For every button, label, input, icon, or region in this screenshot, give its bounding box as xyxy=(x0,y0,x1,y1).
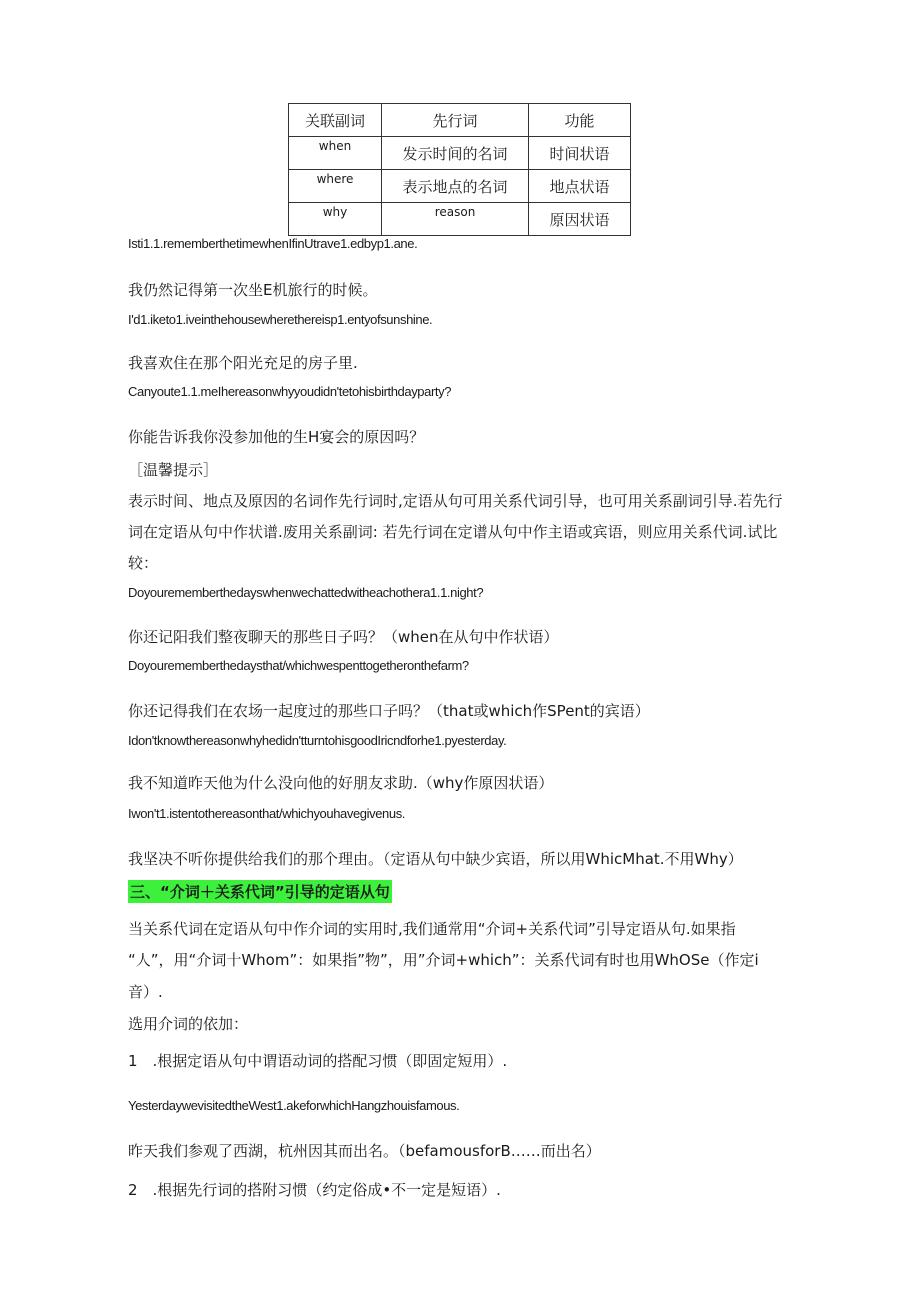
body-paragraph-line: 较： xyxy=(128,554,159,572)
table-cell: 时间状语 xyxy=(529,137,631,170)
body-paragraph-line: “人”，用“介词十Whom”：如果指”物”，用”介词+which”：关系代词有时也用WhOSe（作定i xyxy=(128,951,759,969)
example-sentence-en: YesterdaywevisitedtheWest1.akeforwhichHangzhouisfamous. xyxy=(128,1098,460,1113)
example-sentence-en: Doyourememberthedaysthat/whichwespenttogetheronthefarm? xyxy=(128,658,469,673)
example-sentence-en: Doyourememberthedayswhenwechattedwitheachothera1.1.night? xyxy=(128,585,484,600)
relative-adverb-table xyxy=(288,103,631,236)
example-sentence-zh: 我仍然记得第一次坐E机旅行的时候。 xyxy=(128,281,378,299)
table-cell: 发示时间的名词 xyxy=(382,137,529,170)
example-sentence-zh: 你能告诉我你没参加他的生H宴会的原因吗？ xyxy=(128,428,425,446)
table-cell: why xyxy=(289,203,382,236)
body-paragraph-line: 当关系代词在定语从句中作介词的实用时,我们通常用“介词+关系代词”引导定语从句.如果指 xyxy=(128,920,736,938)
body-paragraph-line: 音）. xyxy=(128,983,163,1001)
numbered-item: 2 .根据先行词的搭附习惯（约定俗成•不一定是短语）. xyxy=(128,1181,501,1199)
example-sentence-en: Iwon't1.istentothereasonthat/whichyouhavegivenus. xyxy=(128,806,406,821)
body-paragraph-line: 词在定语从句中作状谱.废用关系副词: 若先行词在定谱从句中作主语或宾语，则应用关系代词.试比 xyxy=(128,523,778,541)
numbered-item: 1 .根据定语从句中谓语动词的搭配习惯（即固定短用）. xyxy=(128,1052,508,1070)
table-row xyxy=(289,137,631,170)
tip-heading: ［温馨提示］ xyxy=(128,461,219,479)
example-sentence-en: Canyoute1.1.meIhereasonwhyyoudidn'tetohisbirthdayparty? xyxy=(128,384,452,399)
table-cell: 地点状语 xyxy=(529,170,631,203)
example-sentence-en: I'd1.iketo1.iveinthehousewherethereisp1.entyofsunshine. xyxy=(128,312,433,327)
table-header-cell: 关联副词 xyxy=(289,104,382,137)
example-sentence-zh: 我坚决不听你提供给我们的那个理由。（定语从句中缺少宾语，所以用WhicMhat.不用Why） xyxy=(128,850,743,868)
table-row xyxy=(289,203,631,236)
table-header-cell: 功能 xyxy=(529,104,631,137)
table-header-row xyxy=(289,104,631,137)
body-paragraph-line: 表示时间、地点及原因的名词作先行词时,定语从句可用关系代词引导，也可用关系副词引导.若先行 xyxy=(128,492,783,510)
example-sentence-zh: 你还记得我们在农场一起度过的那些口子吗？（that或which作SPent的宾语） xyxy=(128,702,650,720)
section-heading-highlighted: 三、“介词＋关系代词”引导的定语从句 xyxy=(128,880,392,903)
table-cell: when xyxy=(289,137,382,170)
table-cell: where xyxy=(289,170,382,203)
table-cell: 表示地点的名词 xyxy=(382,170,529,203)
example-sentence-en: Idon'tknowthereasonwhyhedidn'tturntohisgoodIricndforhe1.pyesterday. xyxy=(128,733,507,748)
example-sentence-en: Isti1.1.rememberthetimewhenIfinUtrave1.edbyp1.ane. xyxy=(128,236,418,251)
table-row xyxy=(289,170,631,203)
table-cell: reason xyxy=(382,203,529,236)
table-cell: 原因状语 xyxy=(529,203,631,236)
example-sentence-zh: 昨天我们参观了西湖，杭州因其而出名。（befamousforB……而出名） xyxy=(128,1142,601,1160)
example-sentence-zh: 你还记阳我们整夜聊天的那些日子吗？（when在从句中作状语） xyxy=(128,628,559,646)
example-sentence-zh: 我喜欢住在那个阳光充足的房子里. xyxy=(128,354,358,372)
table-header-cell: 先行词 xyxy=(382,104,529,137)
body-paragraph-line: 选用介词的依加： xyxy=(128,1015,249,1033)
example-sentence-zh: 我不知道昨天他为什么没向他的好朋友求助.（why作原因状语） xyxy=(128,774,554,792)
